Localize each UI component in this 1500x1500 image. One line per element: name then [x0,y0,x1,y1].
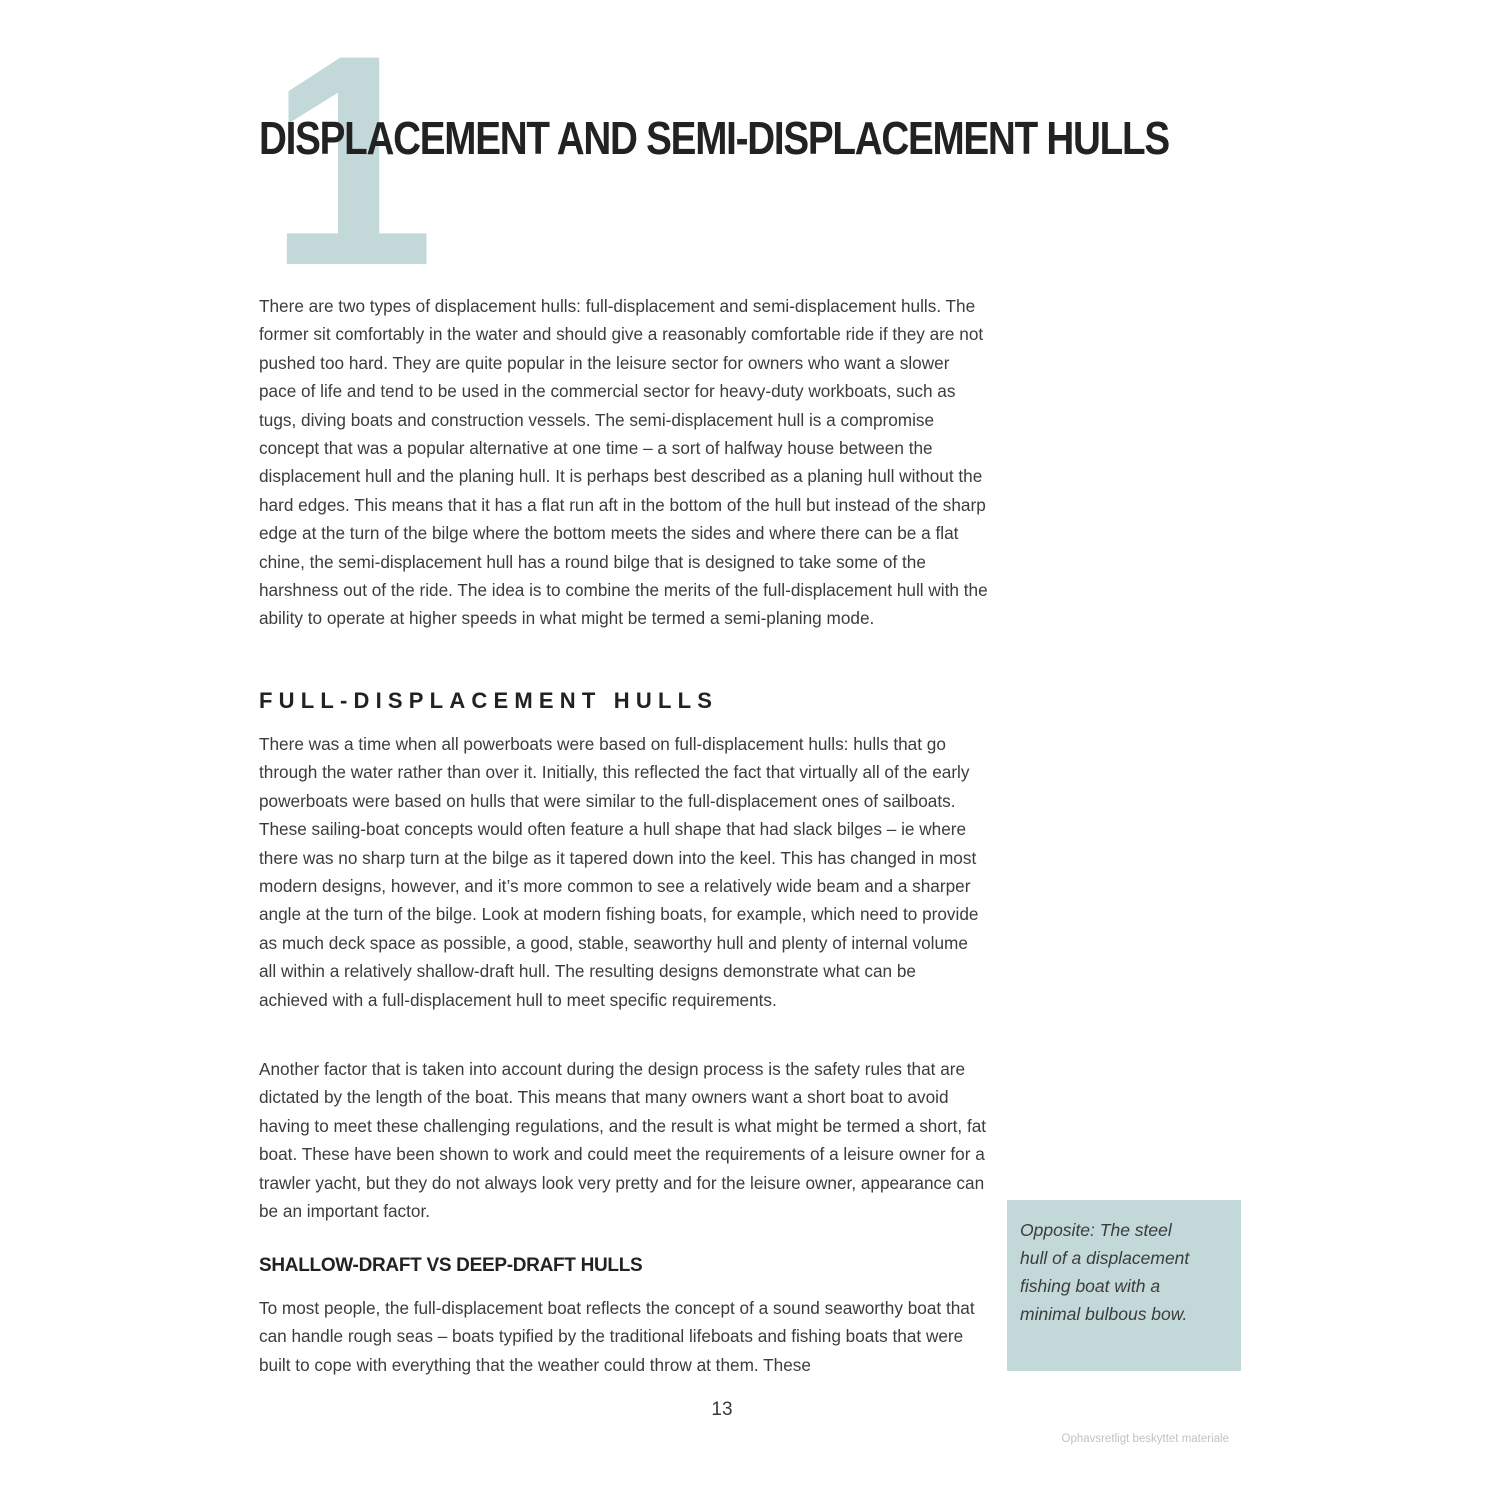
caption-box [1007,1200,1241,1371]
chapter-title: DISPLACEMENT AND SEMI-DISPLACEMENT HULLS [259,112,1169,164]
subsection-heading-shallow-draft: SHALLOW-DRAFT VS DEEP-DRAFT HULLS [259,1255,643,1276]
photo-caption: Opposite: The steel hull of a displacement fishing boat with a minimal bulbous bow. [1020,1220,1190,1324]
chapter-number: 1 [268,0,425,328]
intro-paragraph: There are two types of displacement hulls: full-displacement and semi-displacement hulls. The former sit comfortably in the water and should give a reasonably comfortable ride if they are not pushed too hard. They are quite popular in the leisure sector for owners who want a slower pace of life and tend to be used in the commercial sector for heavy-duty workboats, such as tugs, diving boats and construction vessels. The semi-displacement hull is a compromise concept that was a popular alternative at one time – a sort of halfway house between the displacement hull and the planing hull. It is perhaps best described as a planing hull without the hard edges. This means that it has a flat run aft in the bottom of the hull but instead of the sharp edge at the turn of the bilge where the bottom meets the sides and where there can be a flat chine, the semi-displacement hull has a round bilge that is designed to take some of the harshness out of the ride. The idea is to combine the merits of the full-displacement hull with the ability to operate at higher speeds in what might be termed a semi-planing mode. [259,296,988,629]
full-displacement-paragraph-1: There was a time when all powerboats were based on full-displacement hulls: hulls that go through the water rather than over it. Initially, this reflected the fact that virtually all of the early powerboats were based on hulls that were similar to the full-displacement ones of sailboats. These sailing-boat concepts would often feature a hull shape that had slack bilges – ie where there was no sharp turn at the bilge as it tapered down into the keel. This has changed in most modern designs, however, and it’s more common to see a relatively wide beam and a sharper angle at the turn of the bilge. Look at modern fishing boats, for example, which need to provide as much deck space as possible, a good, stable, seaworthy hull and plenty of internal volume all within a relatively shallow-draft hull. The resulting designs demonstrate what can be achieved with a full-displacement hull to meet specific requirements. [259,734,979,1010]
page-number: 13 [711,1399,733,1420]
copyright-watermark: Ophavsretligt beskyttet materiale [1061,1433,1229,1445]
section-heading-full-displacement: FULL-DISPLACEMENT HULLS [259,688,719,713]
shallow-draft-paragraph-1: To most people, the full-displacement boat reflects the concept of a sound seaworthy boat that can handle rough seas – boats typified by the traditional lifeboats and fishing boats that were built to cope with everything that the weather could throw at them. These [259,1298,975,1375]
full-displacement-paragraph-2: Another factor that is taken into account during the design process is the safety rules that are dictated by the length of the boat. This means that many owners want a short boat to avoid having to meet these challenging regulations, and the result is what might be termed a short, fat boat. These have been shown to work and could meet the requirements of a leisure owner for a trawler yacht, but they do not always look very pretty and for the leisure owner, appearance can be an important factor. [259,1059,987,1222]
